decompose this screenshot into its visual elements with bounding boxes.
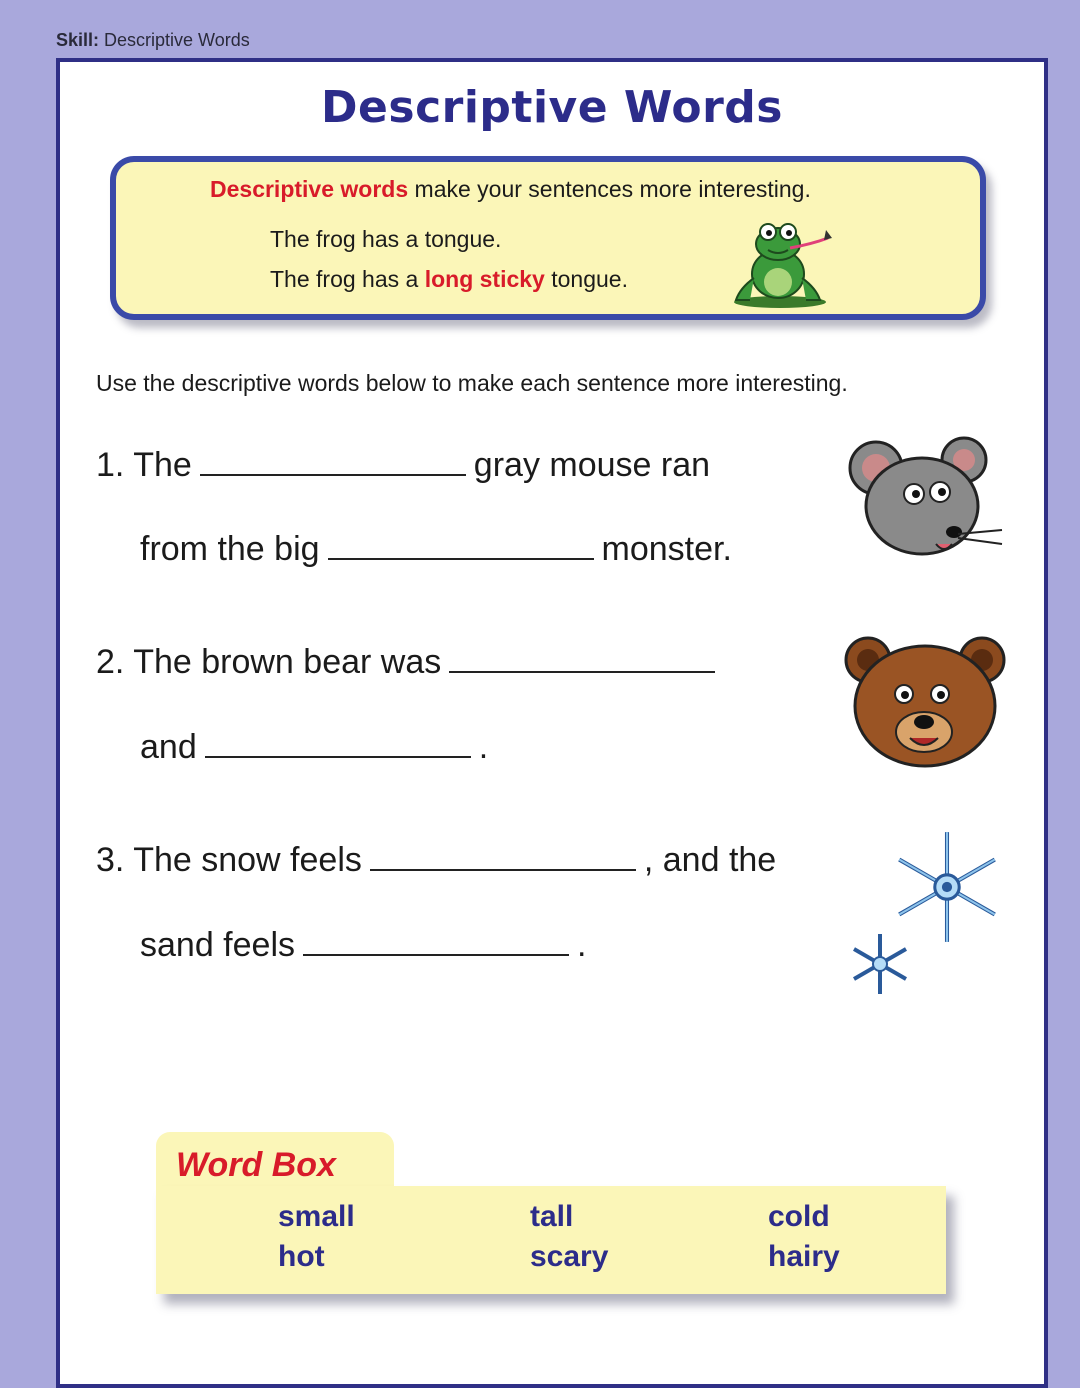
answer-blank[interactable] (449, 643, 715, 673)
question-text: monster. (601, 530, 732, 568)
word-box-word: hairy (768, 1240, 840, 1273)
question-1-line-1 (96, 446, 710, 485)
question-text: The (133, 446, 192, 484)
question-text: gray mouse ran (473, 446, 711, 484)
frog-icon (732, 214, 842, 310)
question-text: from the big (140, 530, 320, 568)
question-2-line-1 (96, 643, 723, 682)
bear-icon (840, 634, 1010, 770)
rule-term: Descriptive words (210, 176, 409, 202)
question-number: 3. (96, 841, 125, 879)
instructions: Use the descriptive words below to make each sentence more interesting. (96, 370, 848, 396)
rule-text (210, 176, 811, 203)
question-2-line-2 (140, 728, 488, 767)
answer-blank[interactable] (370, 841, 636, 871)
question-3-line-2 (140, 926, 586, 965)
example-sentence-descriptive (270, 266, 628, 293)
answer-blank[interactable] (328, 530, 594, 560)
skill-label (56, 30, 250, 51)
example-2-before: The frog has a (270, 266, 419, 292)
answer-blank[interactable] (200, 446, 466, 476)
skill-label-value: Descriptive Words (104, 30, 250, 50)
answer-blank[interactable] (303, 926, 569, 956)
example-2-highlight: long sticky (424, 266, 545, 292)
example-2-after: tongue. (551, 266, 628, 292)
question-1-line-2 (140, 530, 732, 569)
rule-description: make your sentences more interesting. (414, 176, 811, 202)
question-text: sand feels (140, 926, 295, 964)
page-title: Descriptive Words (321, 82, 783, 133)
question-text: , and the (643, 841, 777, 879)
skill-label-key: Skill: (56, 30, 100, 50)
word-box-word: small (278, 1200, 355, 1233)
word-box-word: hot (278, 1240, 325, 1273)
question-number: 2. (96, 643, 125, 681)
snowflake-small-icon (846, 930, 914, 998)
mouse-icon (846, 434, 1006, 564)
word-box-word: scary (530, 1240, 609, 1273)
example-sentence-plain: The frog has a tongue. (270, 226, 502, 252)
word-box (156, 1186, 946, 1294)
question-text: The snow feels (133, 841, 362, 879)
question-text: . (478, 728, 489, 766)
rule-box (110, 156, 986, 320)
word-box-word: cold (768, 1200, 830, 1233)
word-box-title: Word Box (176, 1146, 336, 1184)
word-box-word: tall (530, 1200, 574, 1233)
answer-blank[interactable] (205, 728, 471, 758)
question-text: . (577, 926, 587, 964)
question-number: 1. (96, 446, 125, 484)
question-3-line-1 (96, 841, 776, 880)
question-text: The brown bear was (133, 643, 442, 681)
question-text: and (140, 728, 197, 766)
